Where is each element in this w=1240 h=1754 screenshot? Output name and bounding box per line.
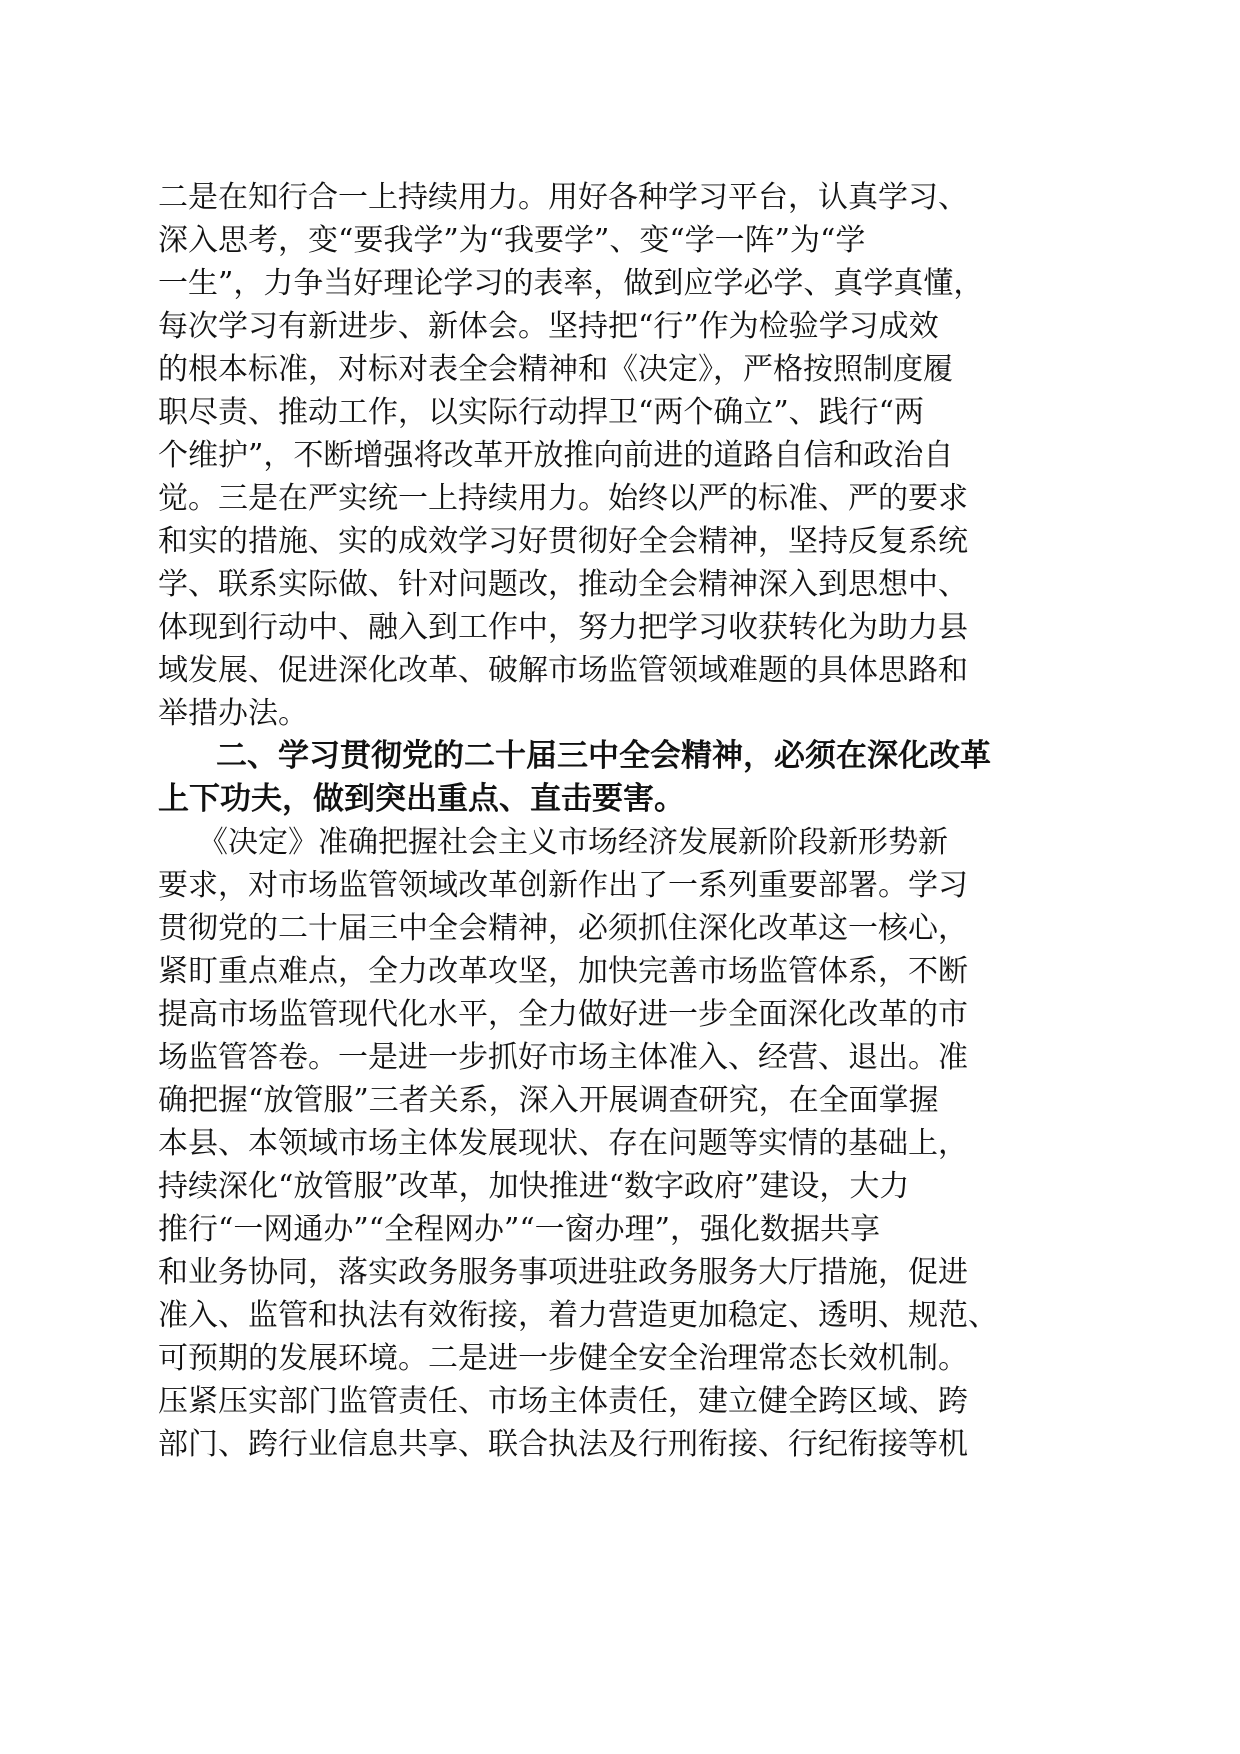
text-line: 压紧压实部门监管责任、市场主体责任，建立健全跨区域、跨 bbox=[158, 1384, 968, 1419]
document-body bbox=[158, 176, 1078, 1466]
text-line: 贯彻党的二十届三中全会精神，必须抓住深化改革这一核心， bbox=[158, 911, 968, 946]
text-line: 觉。三是在严实统一上持续用力。始终以严的标准、严的要求 bbox=[158, 481, 968, 516]
text-line: 要求，对市场监管领域改革创新作出了一系列重要部署。学习 bbox=[158, 868, 968, 903]
text-line: 和业务协同，落实政务服务事项进驻政务服务大厅措施，促进 bbox=[158, 1255, 968, 1290]
text-line: 紧盯重点难点，全力改革攻坚，加快完善市场监管体系，不断 bbox=[158, 954, 968, 989]
text-line: 提高市场监管现代化水平，全力做好进一步全面深化改革的市 bbox=[158, 997, 968, 1032]
text-line: 《决定》准确把握社会主义市场经济发展新阶段新形势新 bbox=[198, 825, 948, 860]
text-line: 和实的措施、实的成效学习好贯彻好全会精神，坚持反复系统 bbox=[158, 524, 968, 559]
text-line: 二是在知行合一上持续用力。用好各种学习平台，认真学习、 bbox=[158, 180, 968, 215]
heading-line: 上下功夫，做到突出重点、直击要害。 bbox=[158, 781, 685, 817]
text-line: 个维护”，不断增强将改革开放推向前进的道路自信和政治自 bbox=[158, 438, 954, 473]
text-line: 的根本标准，对标对表全会精神和《决定》，严格按照制度履 bbox=[158, 352, 953, 387]
text-line: 本县、本领域市场主体发展现状、存在问题等实情的基础上， bbox=[158, 1126, 968, 1161]
text-line: 举措办法。 bbox=[158, 696, 308, 731]
text-line: 每次学习有新进步、新体会。坚持把“行”作为检验学习成效 bbox=[158, 309, 939, 344]
section-two-paragraph bbox=[158, 821, 1078, 1466]
heading-line: 二、学习贯彻党的二十届三中全会精神，必须在深化改革 bbox=[216, 738, 991, 774]
text-line: 域发展、促进深化改革、破解市场监管领域难题的具体思路和 bbox=[158, 653, 968, 688]
text-line: 深入思考，变“要我学”为“我要学”、变“学一阵”为“学 bbox=[158, 223, 866, 258]
text-line: 确把握“放管服”三者关系，深入开展调查研究，在全面掌握 bbox=[158, 1083, 939, 1118]
text-line: 推行“一网通办”“全程网办”“一窗办理”，强化数据共享 bbox=[158, 1212, 881, 1247]
text-line: 部门、跨行业信息共享、联合执法及行刑衔接、行纪衔接等机 bbox=[158, 1427, 968, 1462]
text-line: 持续深化“放管服”改革，加快推进“数字政府”建设，大力 bbox=[158, 1169, 910, 1204]
text-line: 职尽责、推动工作，以实际行动捍卫“两个确立”、践行“两 bbox=[158, 395, 925, 430]
section-two-heading bbox=[158, 735, 1078, 821]
text-line: 场监管答卷。一是进一步抓好市场主体准入、经营、退出。准 bbox=[158, 1040, 968, 1075]
text-line: 可预期的发展环境。二是进一步健全安全治理常态长效机制。 bbox=[158, 1341, 968, 1376]
text-line: 准入、监管和执法有效衔接，着力营造更加稳定、透明、规范、 bbox=[158, 1298, 998, 1333]
section-one-paragraph bbox=[158, 176, 1078, 735]
text-line: 体现到行动中、融入到工作中，努力把学习收获转化为助力县 bbox=[158, 610, 968, 645]
text-line: 学、联系实际做、针对问题改，推动全会精神深入到思想中、 bbox=[158, 567, 968, 602]
text-line: 一生”，力争当好理论学习的表率，做到应学必学、真学真懂， bbox=[158, 266, 984, 301]
